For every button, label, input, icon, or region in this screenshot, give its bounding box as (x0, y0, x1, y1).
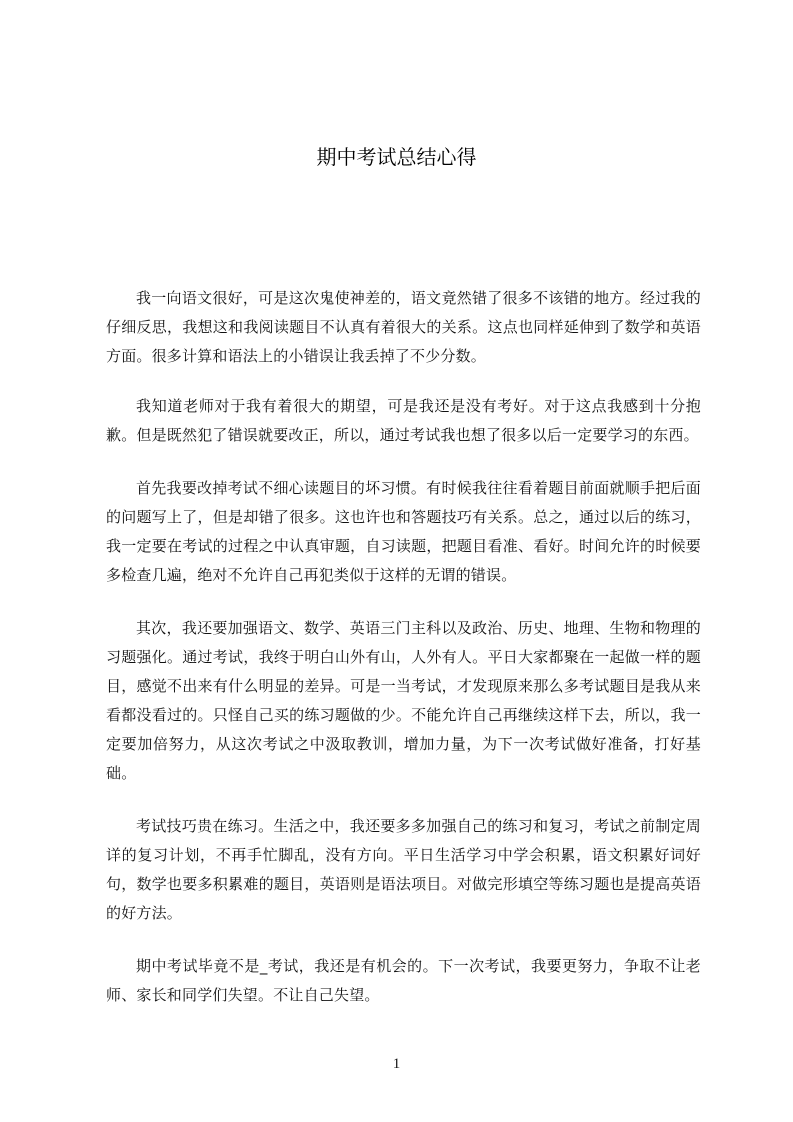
paragraph-2: 我知道老师对于我有着很大的期望，可是我还是没有考好。对于这点我感到十分抱歉。但是既然犯了错误就要改正，所以，通过考试我也想了很多以后一定要学习的东西。 (106, 397, 701, 444)
paragraph-6: 期中考试毕竟不是_考试，我还是有机会的。下一次考试，我要更努力，争取不让老师、家长和同学们失望。不让自己失望。 (106, 957, 701, 1004)
page-number: 1 (392, 1056, 401, 1072)
paragraph-3: 首先我要改掉考试不细心读题目的坏习惯。有时候我往往看着题目前面就顺手把后面的问题写上了，但是却错了很多。这也许也和答题技巧有关系。总之，通过以后的练习，我一定要在考试的过程之中认真审题，自习读题，把题目看准、看好。时间允许的时候要多检查几遍，绝对不允许自己再犯类似于这样的无谓的错误。 (106, 479, 701, 584)
document-body (106, 284, 701, 1034)
document-title: 期中考试总结心得 (316, 145, 477, 169)
paragraph-4: 其次，我还要加强语文、数学、英语三门主科以及政治、历史、地理、生物和物理的习题强化。通过考试，我终于明白山外有山，人外有人。平日大家都聚在一起做一样的题目，感觉不出来有什么明显的差异。可是一当考试，才发现原来那么多考试题目是我从来看都没看过的。只怪自己买的练习题做的少。不能允许自己再继续这样下去，所以，我一定要加倍努力，从这次考试之中汲取教训，增加力量，为下一次考试做好准备，打好基础。 (106, 619, 701, 782)
paragraph-1: 我一向语文很好，可是这次鬼使神差的，语文竟然错了很多不该错的地方。经过我的仔细反思，我想这和我阅读题目不认真有着很大的关系。这点也同样延伸到了数学和英语方面。很多计算和语法上的小错误让我丢掉了不少分数。 (106, 289, 701, 365)
paragraph-5: 考试技巧贵在练习。生活之中，我还要多多加强自己的练习和复习，考试之前制定周详的复习计划，不再手忙脚乱，没有方向。平日生活学习中学会积累，语文积累好词好句，数学也要多积累难的题目，英语则是语法项目。对做完形填空等练习题也是提高英语的好方法。 (106, 817, 701, 922)
